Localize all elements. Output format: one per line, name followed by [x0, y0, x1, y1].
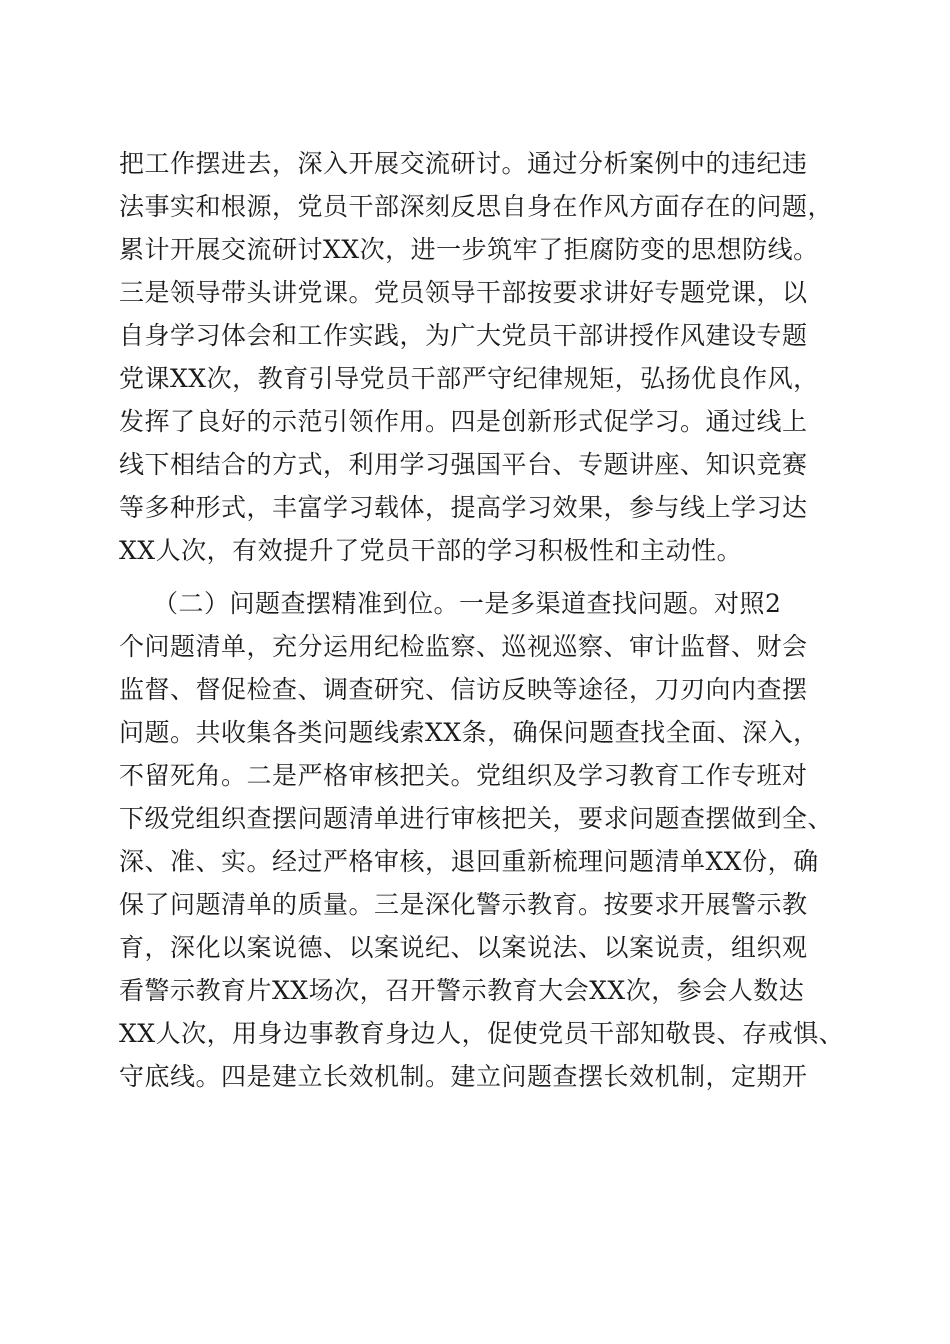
- text-line: 三是领导带头讲党课。党员领导干部按要求讲好专题党课，以: [119, 278, 808, 307]
- text-line: 个问题清单，充分运用纪检监察、巡视巡察、审计监督、财会: [119, 632, 808, 661]
- text-line: 下级党组织查摆问题清单进行审核把关，要求问题查摆做到全、: [119, 804, 834, 833]
- text-line: 保了问题清单的质量。三是深化警示教育。按要求开展警示教: [119, 890, 808, 919]
- text-line: 问题。共收集各类问题线索XX条，确保问题查找全面、深入，: [119, 718, 819, 747]
- text-line: 党课XX次，教育引导党员干部严守纪律规矩，弘扬优良作风，: [119, 364, 819, 393]
- text-line: 线下相结合的方式，利用学习强国平台、专题讲座、知识竞赛: [119, 450, 808, 479]
- text-line: 发挥了良好的示范引领作用。四是创新形式促学习。通过线上: [119, 407, 808, 436]
- text-line: 累计开展交流研讨XX次，进一步筑牢了拒腐防变的思想防线。: [119, 235, 819, 264]
- text-line: 育，深化以案说德、以案说纪、以案说法、以案说责，组织观: [119, 933, 808, 962]
- text-line: 自身学习体会和工作实践，为广大党员干部讲授作风建设专题: [119, 321, 808, 350]
- text-line: 看警示教育片XX场次，召开警示教育大会XX次，参会人数达: [119, 976, 805, 1005]
- text-line: 等多种形式，丰富学习载体，提高学习效果，参与线上学习达: [119, 493, 808, 522]
- text-line: XX人次，有效提升了党员干部的学习积极性和主动性。: [119, 536, 743, 565]
- text-line: 监督、督促检查、调查研究、信访反映等途径，刀刃向内查摆: [119, 675, 808, 704]
- text-line: 把工作摆进去，深入开展交流研讨。通过分析案例中的违纪违: [119, 149, 808, 178]
- text-line: XX人次，用身边事教育身边人，促使党员干部知敬畏、存戒惧、: [119, 1019, 845, 1048]
- text-line: 不留死角。二是严格审核把关。党组织及学习教育工作专班对: [119, 761, 808, 790]
- text-line: 深、准、实。经过严格审核，退回重新梳理问题清单XX份，确: [119, 847, 819, 876]
- section-heading-line: （二）问题查摆精准到位。一是多渠道查找问题。对照2: [153, 589, 782, 618]
- text-line: 法事实和根源，党员干部深刻反思自身在作风方面存在的问题，: [119, 192, 834, 221]
- text-line: 守底线。四是建立长效机制。建立问题查摆长效机制，定期开: [119, 1062, 808, 1091]
